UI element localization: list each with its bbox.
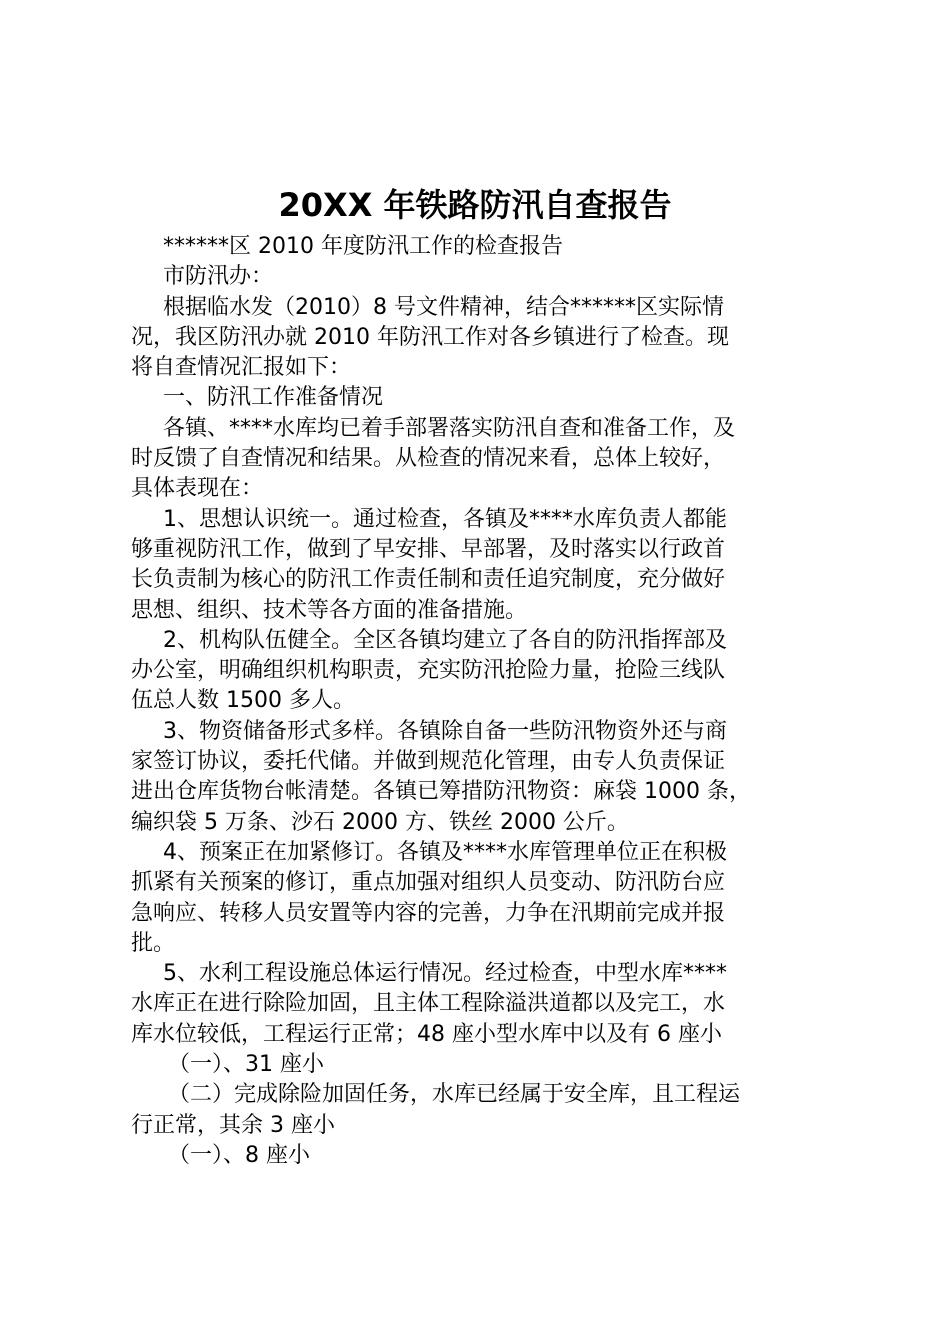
- paragraph-line: 各镇、****水库均已着手部署落实防汛自查和准备工作，及: [163, 415, 736, 441]
- paragraph-line: 3、物资储备形式多样。各镇除自备一些防汛物资外还与商: [163, 718, 727, 744]
- document-title: 20XX 年铁路防汛自查报告: [278, 186, 672, 224]
- paragraph-line: 2、机构队伍健全。全区各镇均建立了各自的防汛指挥部及: [163, 627, 727, 653]
- paragraph-line: 行正常，其余 3 座小: [131, 1112, 335, 1138]
- paragraph-line: 4、预案正在加紧修订。各镇及****水库管理单位正在积极: [163, 839, 727, 865]
- paragraph-line: 够重视防汛工作，做到了早安排、早部署，及时落实以行政首: [131, 536, 726, 562]
- paragraph-line: 急响应、转移人员安置等内容的完善，力争在汛期前完成并报: [131, 900, 726, 926]
- paragraph-line: 长负责制为核心的防汛工作责任制和责任追究制度，充分做好: [131, 567, 726, 593]
- paragraph-line: （一）、8 座小: [168, 1142, 310, 1168]
- paragraph-line: 编织袋 5 万条、沙石 2000 方、铁丝 2000 公斤。: [131, 809, 629, 835]
- section-heading: 一、防汛工作准备情况: [163, 385, 384, 411]
- paragraph-line: 库水位较低，工程运行正常；48 座小型水库中以及有 6 座小: [131, 1021, 722, 1047]
- paragraph-line: 抓紧有关预案的修订，重点加强对组织人员变动、防汛防台应: [131, 870, 726, 896]
- paragraph-line: 将自查情况汇报如下：: [131, 355, 352, 381]
- paragraph-line: 5、水利工程设施总体运行情况。经过检查，中型水库****: [163, 961, 727, 987]
- paragraph-line: （二）完成除险加固任务，水库已经属于安全库，且工程运: [168, 1082, 741, 1108]
- paragraph-line: 家签订协议，委托代储。并做到规范化管理，由专人负责保证: [131, 749, 726, 775]
- paragraph-line: 根据临水发（2010）8 号文件精神，结合******区实际情: [163, 294, 724, 320]
- paragraph-line: 时反馈了自查情况和结果。从检查的情况来看，总体上较好，: [131, 446, 726, 472]
- paragraph-line: 思想、组织、技术等各方面的准备措施。: [131, 597, 528, 623]
- paragraph-line: 办公室，明确组织机构职责，充实防汛抢险力量，抢险三线队: [131, 658, 726, 684]
- paragraph-line: （一）、31 座小: [168, 1052, 324, 1078]
- paragraph-line: 1、思想认识统一。通过检查，各镇及****水库负责人都能: [163, 506, 727, 532]
- report-heading: ******区 2010 年度防汛工作的检查报告: [163, 234, 563, 259]
- paragraph-line: 批。: [131, 930, 176, 956]
- paragraph-line: 水库正在进行除险加固，且主体工程除溢洪道都以及完工，水: [131, 991, 726, 1017]
- paragraph-line: 况，我区防汛办就 2010 年防汛工作对各乡镇进行了检查。现: [131, 324, 729, 350]
- paragraph-line: 进出仓库货物台帐清楚。各镇已筹措防汛物资：麻袋 1000 条，: [131, 779, 751, 805]
- paragraph-line: 具体表现在：: [131, 476, 264, 502]
- paragraph-line: 伍总人数 1500 多人。: [131, 688, 355, 714]
- addressee: 市防汛办：: [163, 264, 274, 290]
- document-body: [131, 232, 831, 1171]
